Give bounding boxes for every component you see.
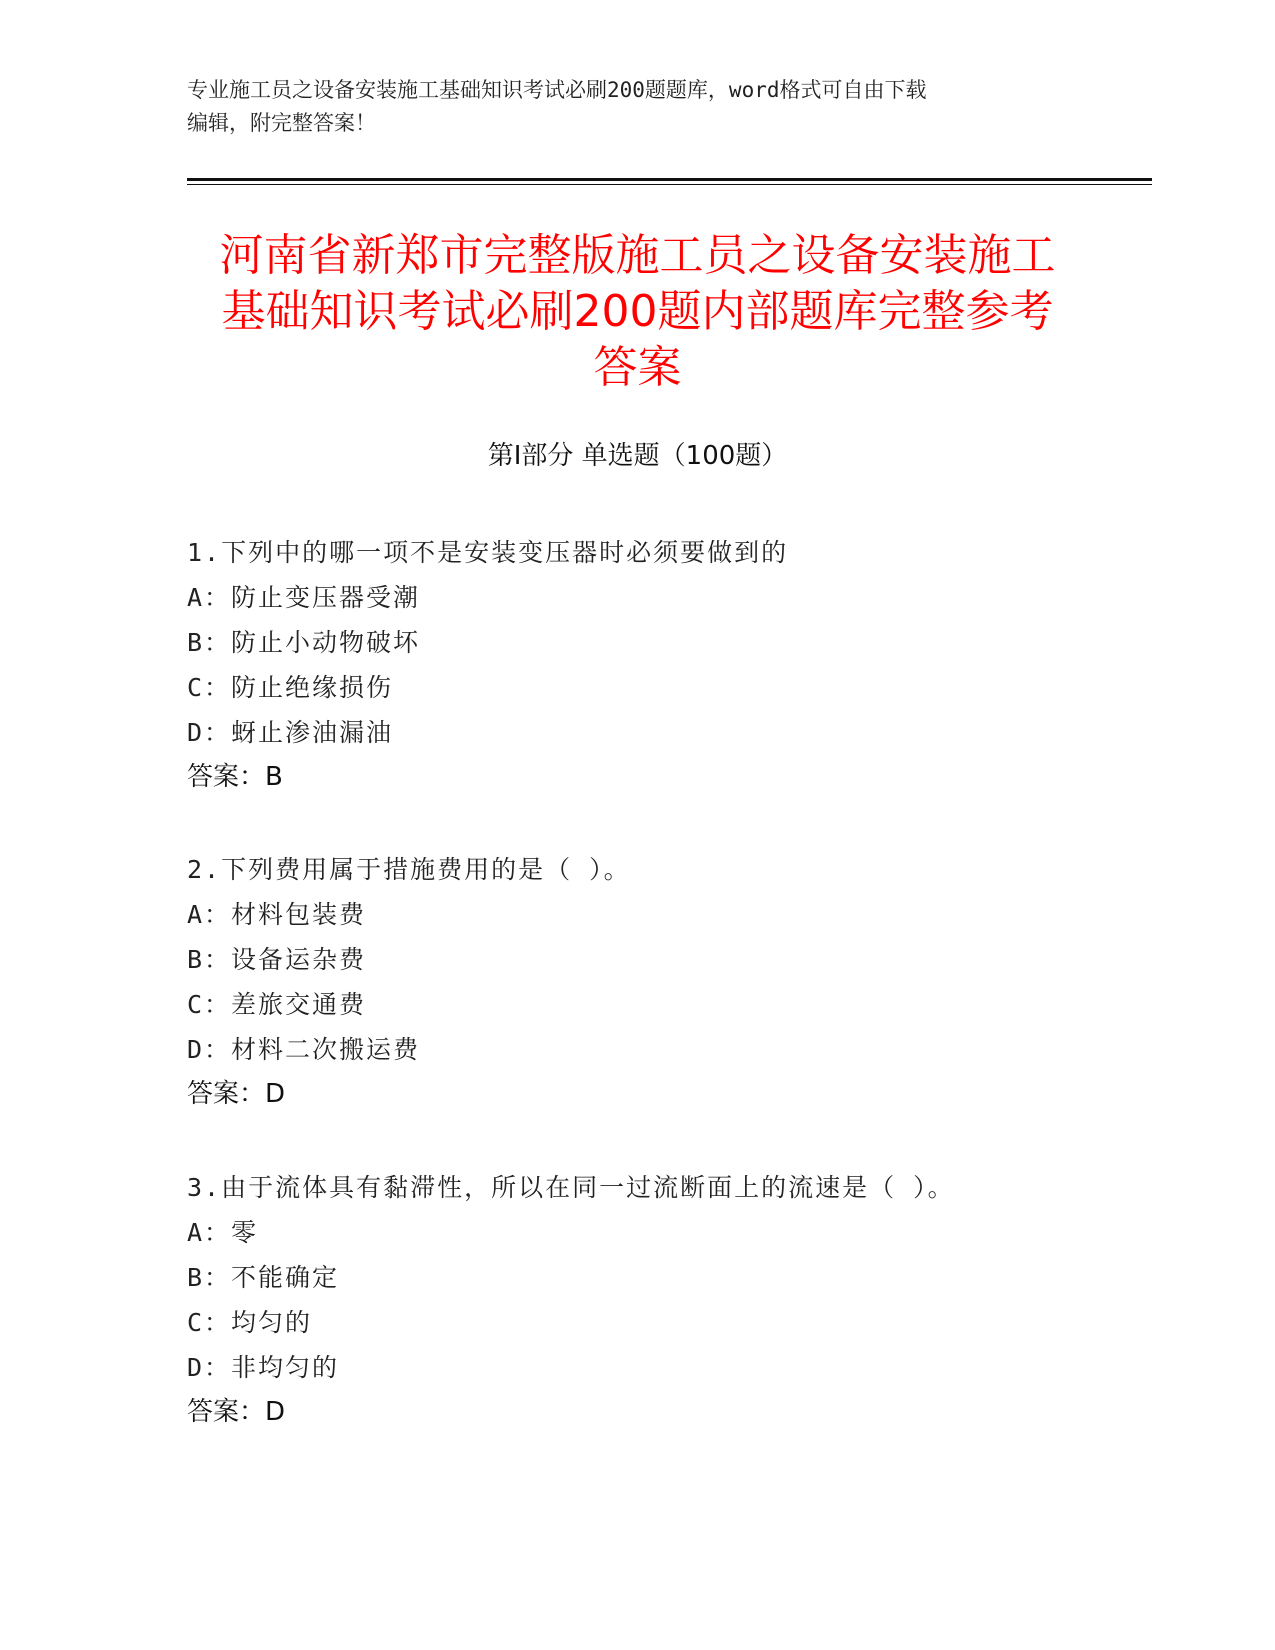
answer: 答案：B xyxy=(187,762,283,792)
header-divider-thin xyxy=(187,184,1152,185)
question-stem: 2.下列费用属于措施费用的是（ ）。 xyxy=(187,855,631,884)
document-title xyxy=(190,228,1085,396)
question-2 xyxy=(187,847,1147,1117)
option-a: A：零 xyxy=(187,1218,259,1247)
answer: 答案：D xyxy=(187,1079,286,1109)
header-note-line2: 编辑，附完整答案！ xyxy=(187,111,376,135)
answer: 答案：D xyxy=(187,1397,286,1427)
option-b: B：不能确定 xyxy=(187,1263,340,1292)
option-b: B：设备运杂费 xyxy=(187,945,367,974)
question-stem: 1.下列中的哪一项不是安装变压器时必须要做到的 xyxy=(187,538,789,567)
option-a: A：材料包装费 xyxy=(187,900,367,929)
header-divider-thick xyxy=(187,178,1152,181)
option-c: C：均匀的 xyxy=(187,1308,313,1337)
title-line2: 基础知识考试必刷200题内部题库完整参考 xyxy=(221,286,1054,337)
option-a: A：防止变压器受潮 xyxy=(187,583,421,612)
option-c: C：差旅交通费 xyxy=(187,990,367,1019)
section-heading: 第Ⅰ部分 单选题（100题） xyxy=(487,441,788,471)
question-stem: 3.由于流体具有黏滞性，所以在同一过流断面上的流速是（ ）。 xyxy=(187,1173,955,1202)
header-note-line1: 专业施工员之设备安装施工基础知识考试必刷200题题库，word格式可自由下载 xyxy=(187,78,927,102)
option-c: C：防止绝缘损伤 xyxy=(187,673,394,702)
option-b: B：防止小动物破坏 xyxy=(187,628,421,657)
option-d: D：蚜止渗油漏油 xyxy=(187,718,394,747)
option-d: D：材料二次搬运费 xyxy=(187,1035,421,1064)
question-1 xyxy=(187,530,1147,800)
option-d: D：非均匀的 xyxy=(187,1353,340,1382)
title-line1: 河南省新郑市完整版施工员之设备安装施工 xyxy=(219,230,1056,281)
question-3 xyxy=(187,1165,1147,1435)
title-line3: 答案 xyxy=(593,342,682,393)
header-note xyxy=(187,74,1067,140)
